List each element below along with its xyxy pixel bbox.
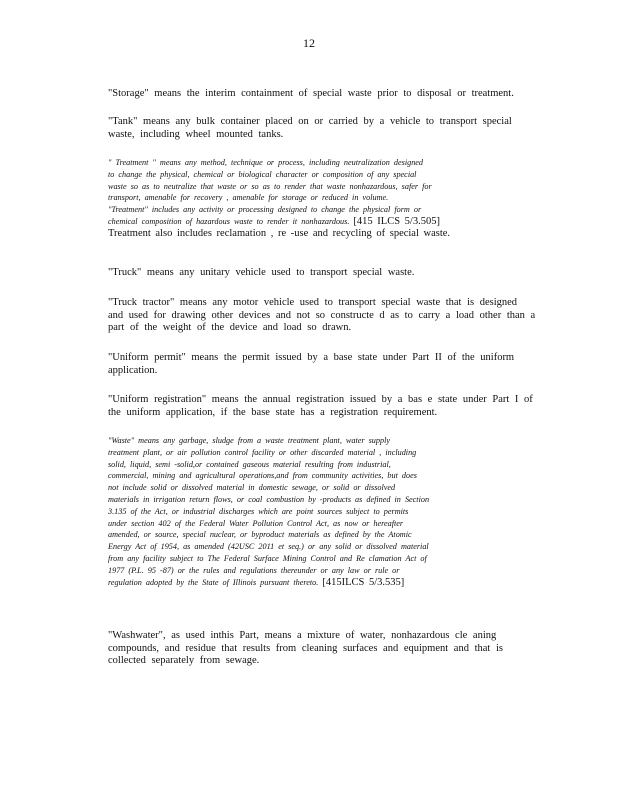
- text-line: 3.135 of the Act, or industrial discharges which are point sources subject to permits: [108, 506, 409, 516]
- text-line: transport, amenable for recovery , amenable for storage or reduced in volume.: [108, 193, 389, 203]
- text-line: Treatment also includes reclamation , re -use and recycling of special waste.: [108, 227, 451, 239]
- definition-waste: [108, 435, 538, 588]
- text-line: "Treatment" includes any activity or processing designed to change the physical form or: [108, 205, 422, 215]
- text-line: 1977 (P.L. 95 -87) or the rules and regulations thereunder or any law or rule or: [108, 565, 400, 575]
- definition-uniform-permit: [108, 352, 538, 377]
- text-line: and used for drawing other devices and not so constructe d as to carry a load other than a: [108, 309, 536, 321]
- text-line: "Storage" means the interim containment of special waste prior to disposal or treatment.: [108, 88, 514, 99]
- text-line: compounds, and residue that results from cleaning surfaces and equipment and that is: [108, 642, 503, 654]
- definition-washwater: [108, 630, 538, 668]
- text-line: "Truck tractor" means any motor vehicle used to transport special waste that is designed: [108, 297, 518, 308]
- text-line: waste so as to neutralize that waste or so as to render that waste nonhazardous, safer for: [108, 181, 432, 191]
- text-line: "Uniform registration" means the annual registration issued by a bas e state under Part I of: [108, 394, 533, 405]
- definition-uniform-registration: [108, 394, 538, 419]
- text-line: "Uniform permit" means the permit issued by a base state under Part II of the uniform: [108, 352, 515, 363]
- text-segment: chemical composition of hazardous waste to render it nonhazardous.: [108, 216, 350, 226]
- text-line: application.: [108, 364, 158, 376]
- text-line: commercial, mining and agricultural operations,and from community activities, but does: [108, 471, 417, 481]
- text-line: from any facility subject to The Federal Surface Mining Control and Re clamation Act of: [108, 553, 427, 563]
- text-line: [108, 577, 538, 589]
- text-line: amended, or source, special nuclear, or byproduct materials as defined by the Atomic: [108, 530, 412, 540]
- text-line: collected separately from sewage.: [108, 655, 260, 667]
- text-line: solid, liquid, semi -solid,or contained gaseous material resulting from industrial,: [108, 459, 391, 469]
- text-line: to change the physical, chemical or biological character or composition of any special: [108, 169, 417, 179]
- definition-truck-tractor: [108, 297, 538, 335]
- definition-tank: [108, 116, 538, 141]
- text-line: [108, 216, 538, 228]
- text-line: "Truck" means any unitary vehicle used to transport special waste.: [108, 267, 415, 278]
- page-number: 12: [303, 36, 315, 50]
- citation: [415ILCS 5/3.535]: [322, 576, 405, 588]
- definition-truck: [108, 267, 538, 280]
- text-line: treatment plant, or air pollution control facility or other discarded material , including: [108, 447, 417, 457]
- text-line: materials in irrigation return flows, or coal combustion by -products as defined in Section: [108, 494, 430, 504]
- citation: [415 ILCS 5/3.505]: [353, 215, 440, 227]
- text-line: part of the weight of the device and load so drawn.: [108, 322, 352, 334]
- text-line: waste, including wheel mounted tanks.: [108, 128, 284, 140]
- definition-storage: [108, 88, 538, 101]
- text-line: under section 402 of the Federal Water Pollution Control Act, as now or hereafter: [108, 518, 404, 528]
- text-line: the uniform application, if the base state has a registration requirement.: [108, 406, 438, 418]
- text-segment: regulation adopted by the State of Illinois pursuant thereto.: [108, 577, 319, 587]
- text-line: "Tank" means any bulk container placed on or carried by a vehicle to transport special: [108, 116, 512, 127]
- definition-treatment: [108, 157, 538, 240]
- text-line: " Treatment " means any method, technique or process, including neutralization designed: [108, 158, 424, 167]
- text-line: "Washwater", as used inthis Part, means a mixture of water, nonhazardous cle aning: [108, 630, 497, 641]
- text-line: Energy Act of 1954, as amended (42USC 2011 et seq.) or any solid or dissolved material: [108, 542, 429, 552]
- text-line: "Waste" means any garbage, sludge from a waste treatment plant, water supply: [108, 436, 390, 445]
- text-line: not include solid or dissolved material in domestic sewage, or solid or dissolved: [108, 483, 396, 493]
